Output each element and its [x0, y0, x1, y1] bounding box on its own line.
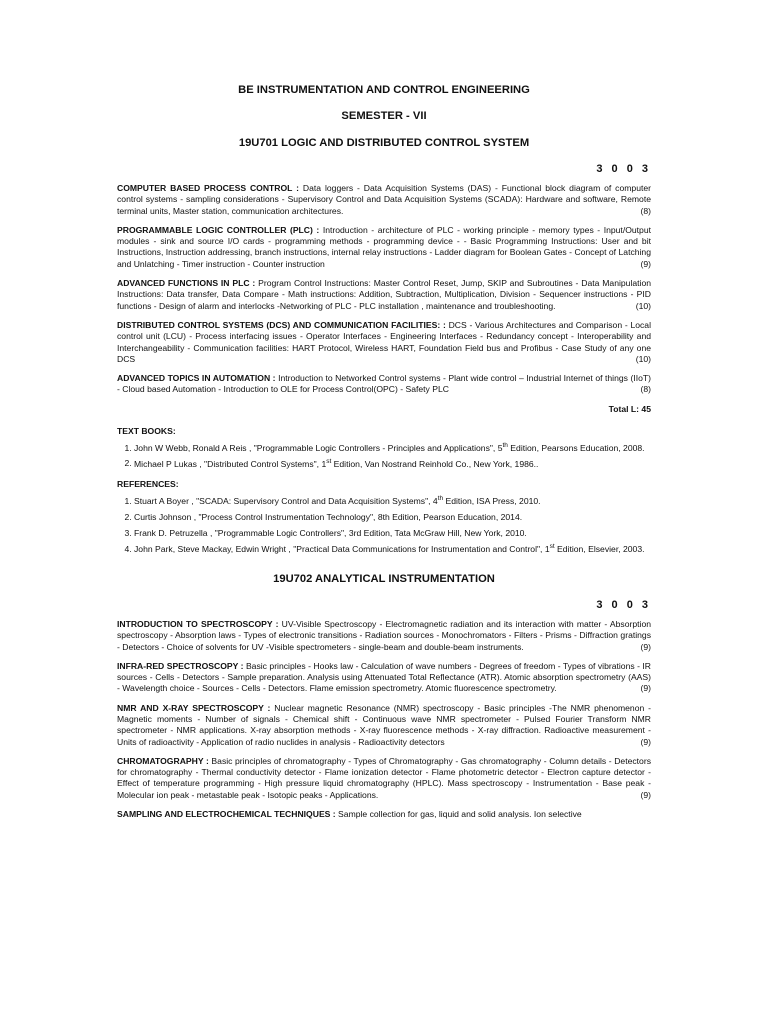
unit-paragraph: [117, 661, 651, 695]
unit-body: Introduction to Networked Control systems - Plant wide control – Industrial Internet of things (IIoT) - Cloud based Automation - Introduction to OLE for Process Control(OPC) - Safety PLC: [117, 373, 651, 395]
unit-body: UV-Visible Spectroscopy - Electromagnetic radiation and its interaction with matter - Absorption spectroscopy - Absorption laws - Types of electronic transitions - Radiation sources - Monochromators - Filters - Prisms - Diffraction gratings - Detectors - Choice of solvents for UV -Visible spectrometers - single-beam and double-beam instruments.: [117, 618, 652, 652]
list-item: 2. Curtis Johnson , "Process Control Instrumentation Technology", 8th Edition, Pearson Education, 2014.: [134, 509, 651, 523]
unit-paragraph: [117, 809, 651, 820]
unit-heading: CHROMATOGRAPHY :: [117, 755, 209, 766]
unit-paragraph: [117, 183, 651, 217]
unit-paragraph: [117, 278, 651, 312]
unit-body: DCS - Various Architectures and Comparison - Local control unit (LCU) - Process interfacing issues - Operator Interfaces - Engineering Interfaces - Redundancy concept - Interoperability and Interchangeability - Communication facilities: HART Protocol, Wireless HART, Foundation Field bus and Profibus - Case Study of any one DCS: [117, 319, 651, 364]
unit-heading: INTRODUCTION TO SPECTROSCOPY :: [117, 618, 279, 629]
document-page: [117, 84, 651, 828]
unit-paragraph: [117, 320, 651, 365]
unit-heading: NMR AND X-RAY SPECTROSCOPY :: [117, 702, 271, 713]
unit-heading: ADVANCED FUNCTIONS IN PLC :: [117, 278, 256, 289]
unit-hours: (9): [640, 789, 651, 800]
course1-total: Total L: 45: [608, 403, 651, 414]
unit-body: Program Control Instructions: Master Control Reset, Jump, SKIP and Subroutines - Data Manipulation Instructions: Data transfer, Data Compare - Math instructions: Addition, Subtraction, Multiplication, Division - Sequencer instructions - PID functions - Design of alarm and interlocks -Networking of PLC - PLC installation , maintenance and troubleshooting.: [117, 278, 652, 311]
unit-heading: INFRA-RED SPECTROSCOPY :: [117, 660, 244, 671]
unit-hours: (9): [640, 641, 651, 652]
unit-body: Nuclear magnetic Resonance (NMR) spectroscopy - Basic principles -The NMR phenomenon - Magnetic moments - Number of signals - Chemical shift - Continuous wave NMR spectrometer - Pulsed Fourier Transform NMR spectrometer - NMR applications. X-ray absorption methods - X-ray fluorescence methods - X-ray diffraction. Radioactive measurement - Units of radioactivity - Application of radio nuclides in analysis - Radioactivity detectors: [117, 702, 651, 747]
unit-body: Data loggers - Data Acquisition Systems (DAS) - Functional block diagram of computer control systems - sampling considerations - Supervisory Control and Data Acquisition Systems (SCADA): Hardware and software, Remote terminal units, Master station, communication architectures.: [117, 183, 651, 216]
unit-paragraph: [117, 703, 651, 748]
list-item: 4. John Park, Steve Mackay, Edwin Wright , "Practical Data Communications for Instrumentation and Control", 1st Edition, Elsevier, 2003.: [134, 541, 651, 555]
unit-paragraph: [117, 619, 651, 653]
textbooks-list: [117, 440, 651, 470]
unit-body: Sample collection for gas, liquid and solid analysis. Ion selective: [335, 809, 582, 820]
unit-heading: DISTRIBUTED CONTROL SYSTEMS (DCS) AND COMMUNICATION FACILITIES: :: [117, 319, 446, 330]
references-list: [117, 493, 651, 554]
program-heading: BE INSTRUMENTATION AND CONTROL ENGINEERING: [238, 84, 530, 96]
course2-units: [117, 619, 651, 820]
references-heading: REFERENCES:: [117, 479, 179, 490]
course1-title: 19U701 LOGIC AND DISTRIBUTED CONTROL SYSTEM: [238, 137, 530, 149]
list-item: 1. Stuart A Boyer , "SCADA: Supervisory Control and Data Acquisition Systems", 4th Edition, ISA Press, 2010.: [134, 493, 651, 507]
list-item: 1. John W Webb, Ronald A Reis , "Programmable Logic Controllers - Principles and Applications", 5th Edition, Pearsons Education, 2008.: [134, 440, 651, 454]
course1-credits: 3 0 0 3: [596, 163, 651, 175]
unit-body: Basic principles of chromatography - Types of Chromatography - Gas chromatography - Column details - Detectors for chromatography - Thermal conductivity detector - Flame ionization detector - Flame photometric detector - Electron capture detector - Effect of temperature programming - High pressure liquid chromatography (HPLC). Mass spectroscopy - Instrumentation - Base peak - Molecular ion peak - metastable peak - Isotopic peaks - Applications.: [117, 755, 651, 800]
unit-hours: (9): [640, 736, 651, 747]
unit-body: Basic principles - Hooks law - Calculation of wave numbers - Degrees of freedom - Types of vibrations - IR sources - Cells - Detectors - Sample preparation. Analysis using Attenuated Total Reflectance (ATR). Atomic absorption spectrometry (AAS) - Wavelength choice - Sources - Cells - Detectors. Flame emission spectrometry. Atomic fluorescence spectrometry.: [117, 660, 651, 694]
unit-hours: (9): [640, 683, 651, 694]
unit-heading: ADVANCED TOPICS IN AUTOMATION :: [117, 373, 276, 384]
list-item: 3. Frank D. Petruzella , "Programmable Logic Controllers", 3rd Edition, Tata McGraw Hill, New York, 2010.: [134, 525, 651, 539]
unit-heading: COMPUTER BASED PROCESS CONTROL :: [117, 183, 300, 193]
course2-credits: 3 0 0 3: [596, 598, 651, 611]
unit-body: Introduction - architecture of PLC - working principle - memory types - Input/Output modules - sink and source I/O cards - programming methods - programming device - - Basic Programming Instructions: User and bit Instructions, Instruction addressing, branch instructions, internal relay instructions - Ladder diagram for Boolean Gates - Concept of Latching and Unlatching - Timer instruction - Counter instruction: [117, 224, 652, 269]
unit-paragraph: [117, 373, 651, 396]
unit-paragraph: [117, 756, 651, 801]
unit-hours: (8): [640, 384, 651, 395]
unit-hours: (9): [640, 258, 651, 269]
unit-heading: SAMPLING AND ELECTROCHEMICAL TECHNIQUES :: [117, 809, 336, 820]
unit-paragraph: [117, 225, 651, 270]
semester-heading: SEMESTER - VII: [341, 110, 427, 122]
course1-units: [117, 183, 651, 396]
course2-title: 19U702 ANALYTICAL INSTRUMENTATION: [273, 572, 495, 585]
unit-hours: (10): [635, 353, 651, 364]
unit-heading: PROGRAMMABLE LOGIC CONTROLLER (PLC) :: [117, 224, 320, 235]
unit-hours: (10): [635, 300, 651, 311]
unit-hours: (8): [640, 205, 651, 216]
list-item: 2. Michael P Lukas , "Distributed Control Systems", 1st Edition, Van Nostrand Reinhold Co., New York, 1986..: [134, 456, 651, 470]
textbooks-heading: TEXT BOOKS:: [117, 425, 176, 436]
